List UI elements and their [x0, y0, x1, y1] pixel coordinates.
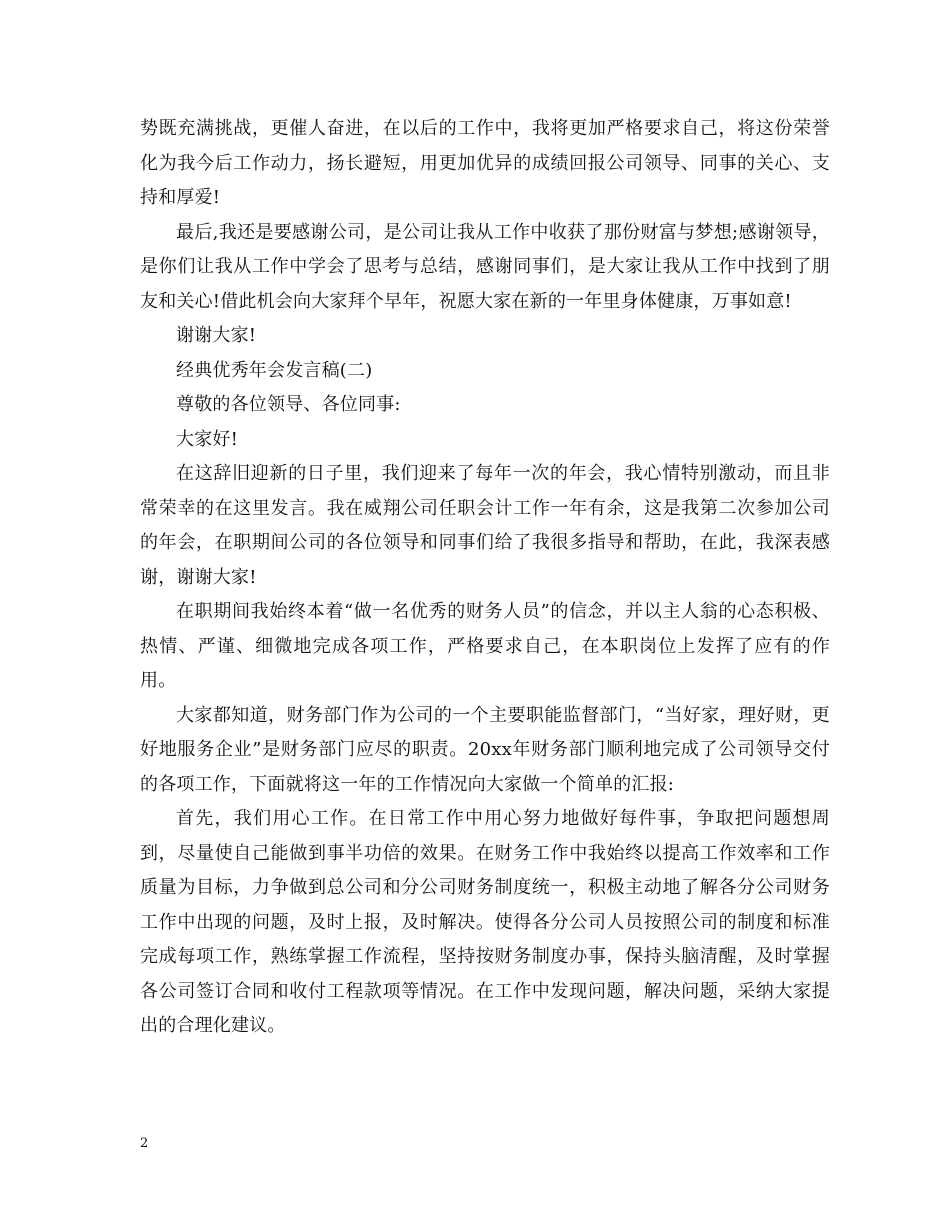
paragraph: 谢谢大家! [176, 325, 257, 346]
paragraph: 大家都知道，财务部门作为公司的一个主要职能监督部门，“当好家，理好财，更好地服务企业”是财务部门应尽的职责。20xx年财务部门顺利地完成了公司领导交付的各项工作，下面就将这一年的工作情况向大家做一个简单的汇报: [140, 704, 830, 795]
paragraph: 势既充满挑战，更催人奋进，在以后的工作中，我将更加严格要求自己，将这份荣誉化为我今后工作动力，扬长避短，用更加优异的成绩回报公司领导、同事的关心、支持和厚爱! [140, 118, 830, 208]
page-number: 2 [140, 1136, 149, 1151]
document-body [140, 112, 830, 1044]
paragraph: 在职期间我始终本着“做一名优秀的财务人员”的信念，并以主人翁的心态积极、热情、严谨、细微地完成各项工作，严格要求自己，在本职岗位上发挥了应有的作用。 [140, 601, 830, 691]
paragraph: 最后,我还是要感谢公司，是公司让我从工作中收获了那份财富与梦想;感谢领导，是你们让我从工作中学会了思考与总结，感谢同事们，是大家让我从工作中找到了朋友和关心!借此机会向大家拜个早年，祝愿大家在新的一年里身体健康，万事如意! [140, 221, 830, 312]
paragraph: 在这辞旧迎新的日子里，我们迎来了每年一次的年会，我心情特别激动，而且非常荣幸的在这里发言。我在威翔公司任职会计工作一年有余，这是我第二次参加公司的年会，在职期间公司的各位领导和同事们给了我很多指导和帮助，在此，我深表感谢，谢谢大家! [140, 463, 830, 588]
salutation: 尊敬的各位领导、各位同事: [176, 394, 401, 415]
paragraph: 首先，我们用心工作。在日常工作中用心努力地做好每件事，争取把问题想周到，尽量使自己能做到事半功倍的效果。在财务工作中我始终以提高工作效率和工作质量为目标，力争做到总公司和分公司财务制度统一，积极主动地了解各分公司财务工作中出现的问题，及时上报，及时解决。使得各分公司人员按照公司的制度和标准完成每项工作，熟练掌握工作流程，坚持按财务制度办事，保持头脑清醒，及时掌握各公司签订合同和收付工程款项等情况。在工作中发现问题，解决问题，采纳大家提出的合理化建议。 [140, 808, 830, 1036]
section-heading: 经典优秀年会发言稿(二) [176, 359, 373, 381]
greeting: 大家好! [176, 428, 239, 450]
